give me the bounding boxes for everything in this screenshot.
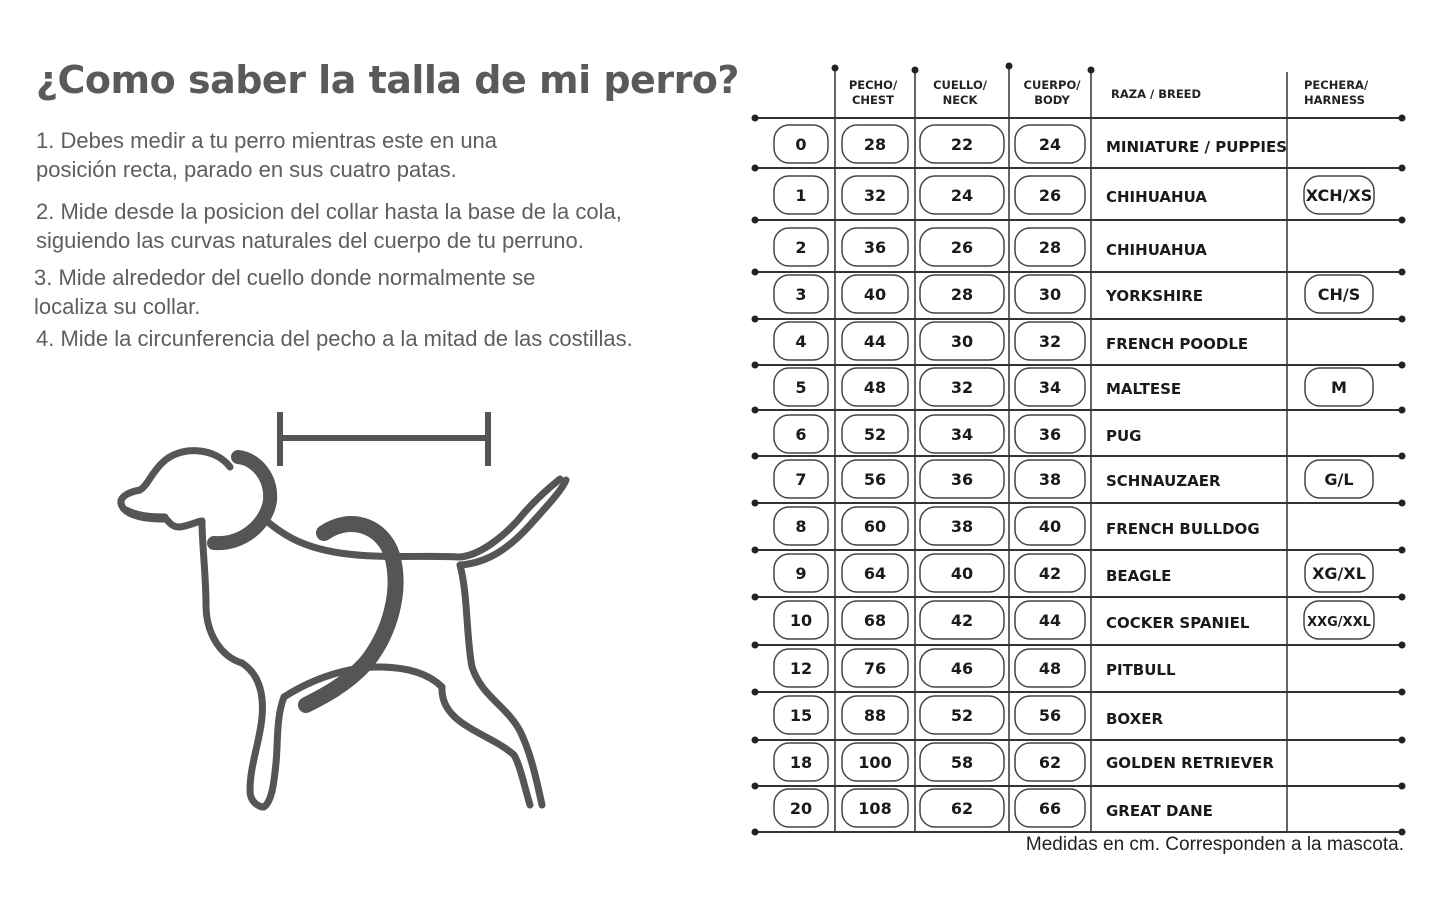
cell-chest: 56 xyxy=(863,470,887,489)
cell-body: 30 xyxy=(1038,285,1062,304)
divider-dot-icon xyxy=(1399,737,1406,744)
divider-dot-icon xyxy=(1399,594,1406,601)
cell-chest: 28 xyxy=(863,135,887,154)
cell-neck: 46 xyxy=(950,659,974,678)
step-2-line-1: 2. Mide desde la posicion del collar hasta la base de la cola, xyxy=(36,199,622,224)
table-row xyxy=(774,125,1287,163)
divider-dot-icon xyxy=(1399,269,1406,276)
cell-body: 48 xyxy=(1038,659,1062,678)
cell-neck: 36 xyxy=(950,470,974,489)
step-4-line-1: 4. Mide la circunferencia del pecho a la mitad de las costillas. xyxy=(36,326,633,351)
divider-dot-icon xyxy=(1399,165,1406,172)
divider-dot-icon xyxy=(752,407,759,414)
step-3-line-2: localiza su collar. xyxy=(34,294,201,319)
divider-dot-icon xyxy=(1399,689,1406,696)
divider-dot-icon xyxy=(1399,453,1406,460)
cell-neck: 26 xyxy=(950,238,974,257)
cell-body: 28 xyxy=(1038,238,1062,257)
divider-dot-icon xyxy=(1399,362,1406,369)
divider-dot-icon xyxy=(1399,500,1406,507)
cell-size: 9 xyxy=(795,564,807,583)
cell-neck: 38 xyxy=(950,517,974,536)
cell-chest: 64 xyxy=(863,564,887,583)
cell-chest: 52 xyxy=(863,425,887,444)
cell-body: 34 xyxy=(1038,378,1062,397)
divider-dot-icon xyxy=(1399,316,1406,323)
cell-breed: GOLDEN RETRIEVER xyxy=(1106,754,1274,772)
cell-neck: 32 xyxy=(950,378,974,397)
table-row xyxy=(774,507,1260,545)
cell-neck: 62 xyxy=(950,799,974,818)
cell-chest: 88 xyxy=(863,706,887,725)
cell-harness: G/L xyxy=(1324,470,1354,489)
cell-breed: COCKER SPANIEL xyxy=(1106,614,1250,632)
table-header xyxy=(849,78,1369,107)
divider-dot-icon xyxy=(752,269,759,276)
cell-neck: 52 xyxy=(950,706,974,725)
divider-dot-icon xyxy=(752,453,759,460)
cell-breed: BOXER xyxy=(1106,710,1164,728)
header-chest: PECHO/ xyxy=(848,78,898,92)
divider-dot-icon xyxy=(832,65,839,72)
divider-dot-icon xyxy=(752,362,759,369)
table-row xyxy=(774,415,1142,453)
cell-size: 4 xyxy=(795,332,807,351)
table-row xyxy=(774,460,1373,498)
cell-breed: FRENCH POODLE xyxy=(1106,335,1249,353)
cell-body: 40 xyxy=(1038,517,1062,536)
cell-neck: 34 xyxy=(950,425,974,444)
cell-chest: 76 xyxy=(863,659,887,678)
divider-dot-icon xyxy=(752,115,759,122)
cell-chest: 44 xyxy=(863,332,887,351)
divider-dot-icon xyxy=(752,689,759,696)
cell-harness: XG/XL xyxy=(1312,564,1366,583)
cell-chest: 36 xyxy=(863,238,887,257)
cell-harness: XCH/XS xyxy=(1305,186,1373,205)
cell-breed: MALTESE xyxy=(1106,380,1182,398)
cell-harness: M xyxy=(1331,378,1347,397)
step-1-line-1: 1. Debes medir a tu perro mientras este en una xyxy=(36,128,498,153)
cell-chest: 32 xyxy=(863,186,887,205)
cell-neck: 30 xyxy=(950,332,974,351)
cell-breed: BEAGLE xyxy=(1106,567,1172,585)
cell-size: 8 xyxy=(795,517,807,536)
cell-body: 56 xyxy=(1038,706,1062,725)
cell-body: 38 xyxy=(1038,470,1062,489)
cell-body: 44 xyxy=(1038,611,1062,630)
header-neck: CUELLO/ xyxy=(933,78,987,92)
cell-size: 3 xyxy=(795,285,807,304)
cell-breed: PUG xyxy=(1106,427,1142,445)
header-body: CUERPO/ xyxy=(1023,78,1081,92)
cell-body: 42 xyxy=(1038,564,1062,583)
cell-body: 24 xyxy=(1038,135,1062,154)
header-harness: PECHERA/ xyxy=(1304,78,1369,92)
table-row xyxy=(774,368,1373,406)
cell-breed: MINIATURE / PUPPIES xyxy=(1106,138,1288,156)
cell-body: 32 xyxy=(1038,332,1062,351)
cell-neck: 28 xyxy=(950,285,974,304)
cell-size: 1 xyxy=(795,186,807,205)
cell-breed: PITBULL xyxy=(1106,661,1176,679)
cell-breed: GREAT DANE xyxy=(1106,802,1213,820)
cell-size: 5 xyxy=(795,378,807,397)
divider-dot-icon xyxy=(752,783,759,790)
table-row xyxy=(774,601,1374,639)
cell-harness: CH/S xyxy=(1317,285,1361,304)
cell-neck: 58 xyxy=(950,753,974,772)
divider-dot-icon xyxy=(752,829,759,836)
header-chest: CHEST xyxy=(851,93,895,107)
header-neck: NECK xyxy=(942,93,978,107)
cell-size: 12 xyxy=(789,659,813,678)
cell-size: 7 xyxy=(795,470,807,489)
divider-dot-icon xyxy=(1399,217,1406,224)
step-1-line-2: posición recta, parado en sus cuatro patas. xyxy=(36,157,457,182)
cell-breed: YORKSHIRE xyxy=(1106,287,1203,305)
table-row xyxy=(774,789,1213,827)
cell-body: 62 xyxy=(1038,753,1062,772)
divider-dot-icon xyxy=(752,642,759,649)
cell-breed: FRENCH BULLDOG xyxy=(1106,520,1260,538)
table-row xyxy=(774,696,1163,734)
step-3-line-1: 3. Mide alrededor del cuello donde normalmente se xyxy=(34,265,536,290)
table-row xyxy=(774,743,1274,781)
header-body: BODY xyxy=(1034,93,1070,107)
table-row xyxy=(774,228,1207,266)
divider-dot-icon xyxy=(1399,407,1406,414)
divider-dot-icon xyxy=(1006,63,1013,70)
divider-dot-icon xyxy=(752,316,759,323)
cell-size: 10 xyxy=(789,611,813,630)
cell-size: 2 xyxy=(795,238,807,257)
cell-chest: 100 xyxy=(858,753,892,772)
cell-size: 18 xyxy=(789,753,813,772)
divider-dot-icon xyxy=(752,547,759,554)
cell-chest: 40 xyxy=(863,285,887,304)
table-row xyxy=(774,322,1248,360)
divider-dot-icon xyxy=(752,217,759,224)
cell-neck: 24 xyxy=(950,186,974,205)
cell-neck: 22 xyxy=(950,135,974,154)
cell-chest: 48 xyxy=(863,378,887,397)
cell-breed: CHIHUAHUA xyxy=(1106,241,1207,259)
header-breed: RAZA / BREED xyxy=(1111,87,1202,101)
measurement-note: Medidas en cm. Corresponden a la mascota. xyxy=(1025,834,1404,855)
cell-chest: 60 xyxy=(863,517,887,536)
divider-dot-icon xyxy=(752,737,759,744)
cell-body: 66 xyxy=(1038,799,1062,818)
table-body xyxy=(774,125,1374,827)
cell-size: 6 xyxy=(795,425,807,444)
divider-dot-icon xyxy=(1399,115,1406,122)
divider-dot-icon xyxy=(912,67,919,74)
table-row xyxy=(774,275,1373,313)
table-row xyxy=(774,176,1374,214)
divider-dot-icon xyxy=(1399,642,1406,649)
cell-size: 15 xyxy=(789,706,813,725)
cell-size: 20 xyxy=(789,799,813,818)
cell-neck: 42 xyxy=(950,611,974,630)
cell-breed: CHIHUAHUA xyxy=(1106,188,1207,206)
divider-dot-icon xyxy=(752,500,759,507)
step-2-line-2: siguiendo las curvas naturales del cuerpo de tu perruno. xyxy=(36,228,584,253)
header-harness: HARNESS xyxy=(1304,93,1365,107)
divider-dot-icon xyxy=(1399,547,1406,554)
table-row xyxy=(774,554,1373,592)
cell-body: 36 xyxy=(1038,425,1062,444)
divider-dot-icon xyxy=(752,594,759,601)
divider-dot-icon xyxy=(752,165,759,172)
cell-harness: XXG/XXL xyxy=(1307,615,1371,630)
cell-chest: 108 xyxy=(858,799,892,818)
divider-dot-icon xyxy=(1088,67,1095,74)
cell-size: 0 xyxy=(795,135,807,154)
page-title: ¿Como saber la talla de mi perro? xyxy=(36,58,739,102)
cell-neck: 40 xyxy=(950,564,974,583)
divider-dot-icon xyxy=(1399,783,1406,790)
cell-breed: SCHNAUZAER xyxy=(1106,472,1221,490)
cell-body: 26 xyxy=(1038,186,1062,205)
cell-chest: 68 xyxy=(863,611,887,630)
